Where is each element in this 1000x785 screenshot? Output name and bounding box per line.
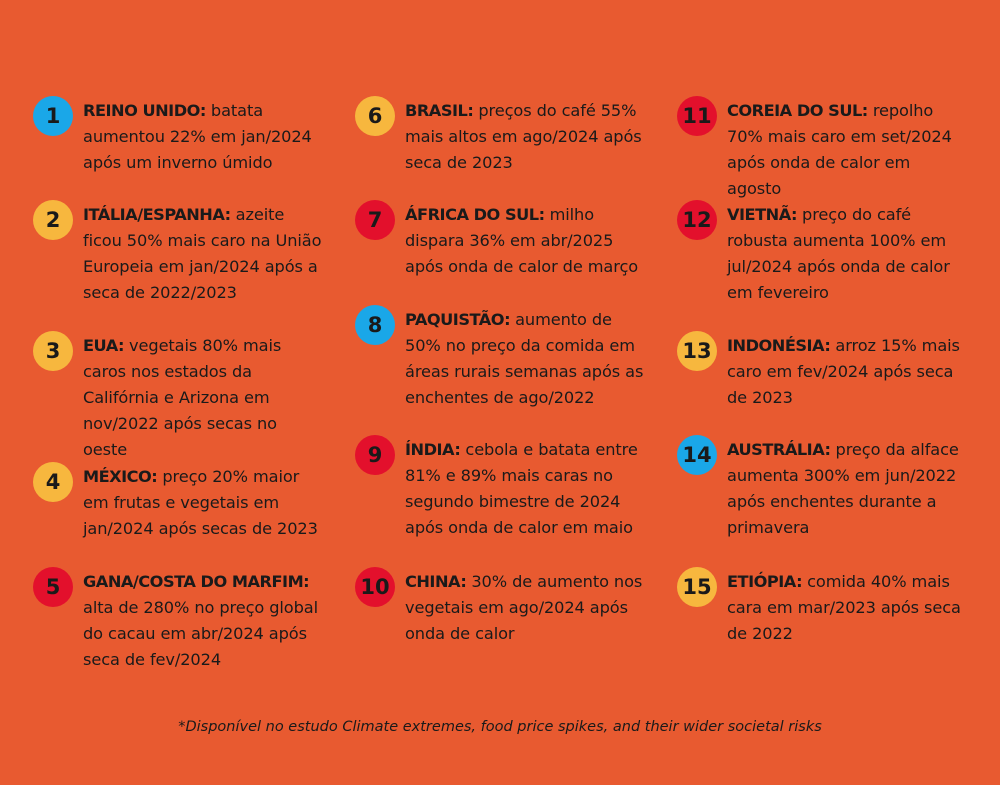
number-badge: 12 (677, 200, 717, 240)
list-item (677, 333, 967, 411)
item-description: azeite ficou 50% mais caro na União Europeia em jan/2024 após a seca de 2022/2023 (83, 205, 322, 302)
country-name: AUSTRÁLIA: (727, 440, 831, 459)
number-badge: 10 (355, 567, 395, 607)
number-badge: 3 (33, 331, 73, 371)
list-item (355, 202, 645, 280)
item-description: arroz 15% mais caro em fev/2024 após seca de 2023 (727, 336, 960, 407)
number-badge: 2 (33, 200, 73, 240)
item-text (405, 98, 645, 176)
list-item (355, 98, 645, 176)
item-text (727, 569, 967, 647)
list-item (677, 437, 967, 541)
item-description: vegetais 80% mais caros nos estados da Califórnia e Arizona em nov/2022 após secas no oeste (83, 336, 282, 459)
country-name: ÍNDIA: (405, 440, 461, 459)
list-item (677, 569, 967, 647)
number-badge: 14 (677, 435, 717, 475)
item-text (727, 202, 967, 306)
item-description: cebola e batata entre 81% e 89% mais caras no segundo bimestre de 2024 após onda de calor em maio (405, 440, 638, 537)
number-badge: 15 (677, 567, 717, 607)
number-badge: 8 (355, 305, 395, 345)
country-name: CHINA: (405, 572, 467, 591)
item-text (727, 98, 967, 202)
list-item (33, 464, 323, 542)
item-text (405, 202, 645, 280)
item-text (405, 307, 645, 411)
list-item (355, 307, 645, 411)
item-description: preço 20% maior em frutas e vegetais em jan/2024 após secas de 2023 (83, 467, 318, 538)
item-text (405, 437, 645, 541)
list-item (33, 569, 323, 673)
country-name: ÁFRICA DO SUL: (405, 205, 545, 224)
number-badge: 9 (355, 435, 395, 475)
country-name: MÉXICO: (83, 467, 158, 486)
item-text (83, 569, 323, 673)
number-badge: 11 (677, 96, 717, 136)
list-item (355, 569, 645, 647)
country-name: REINO UNIDO: (83, 101, 206, 120)
item-description: preço do café robusta aumenta 100% em jul/2024 após onda de calor em fevereiro (727, 205, 950, 302)
number-badge: 5 (33, 567, 73, 607)
list-item (677, 98, 967, 202)
item-description: milho dispara 36% em abr/2025 após onda de calor de março (405, 205, 639, 276)
item-text (83, 98, 323, 176)
country-name: PAQUISTÃO: (405, 310, 511, 329)
item-text (727, 437, 967, 541)
item-description: preço da alface aumenta 300% em jun/2022 após enchentes durante a primavera (727, 440, 959, 537)
item-description: preços do café 55% mais altos em ago/2024 após seca de 2023 (405, 101, 642, 172)
item-text (83, 202, 323, 306)
item-text (83, 464, 323, 542)
number-badge: 4 (33, 462, 73, 502)
country-name: VIETNÃ: (727, 205, 798, 224)
item-description: alta de 280% no preço global do cacau em abr/2024 após seca de fev/2024 (83, 598, 318, 669)
item-text (83, 333, 323, 463)
country-name: INDONÉSIA: (727, 336, 831, 355)
item-text (727, 333, 967, 411)
item-description: 30% de aumento nos vegetais em ago/2024 após onda de calor (405, 572, 643, 643)
country-name: GANA/COSTA DO MARFIM: (83, 572, 310, 591)
list-item (677, 202, 967, 306)
country-name: ITÁLIA/ESPANHA: (83, 205, 231, 224)
number-badge: 6 (355, 96, 395, 136)
number-badge: 7 (355, 200, 395, 240)
list-item (33, 98, 323, 176)
list-item (33, 202, 323, 306)
list-item (33, 333, 323, 463)
list-item (355, 437, 645, 541)
item-description: aumento de 50% no preço da comida em áreas rurais semanas após as enchentes de ago/2022 (405, 310, 644, 407)
item-description: repolho 70% mais caro em set/2024 após onda de calor em agosto (727, 101, 952, 198)
item-description: comida 40% mais cara em mar/2023 após seca de 2022 (727, 572, 961, 643)
country-name: EUA: (83, 336, 125, 355)
item-text (405, 569, 645, 647)
country-name: COREIA DO SUL: (727, 101, 868, 120)
country-name: BRASIL: (405, 101, 474, 120)
number-badge: 1 (33, 96, 73, 136)
item-description: batata aumentou 22% em jan/2024 após um inverno úmido (83, 101, 312, 172)
country-name: ETIÓPIA: (727, 572, 803, 591)
number-badge: 13 (677, 331, 717, 371)
footnote: *Disponível no estudo Climate extremes, food price spikes, and their wider societal risks (178, 719, 822, 735)
